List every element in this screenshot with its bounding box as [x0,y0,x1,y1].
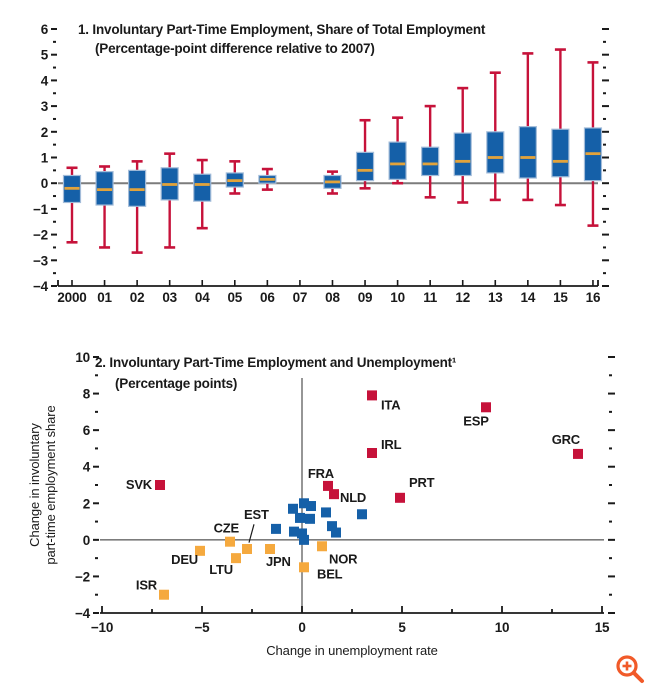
y-tick-label: 3 [40,99,48,115]
x-tick-label: 2000 [57,290,87,305]
box-16 [584,62,601,225]
y-tick-label: 10 [75,350,90,365]
x-tick-label: 08 [325,290,340,305]
box-13 [487,73,504,200]
country-label-BEL: BEL [317,566,343,582]
country-label-PRT: PRT [409,474,435,490]
point-moderate-changes [305,514,315,524]
median-line [423,163,438,166]
box-01 [96,166,113,247]
x-tick-label: 15 [594,620,610,635]
point-moderate-changes [288,504,298,514]
median-line [455,160,470,163]
panel2-title: 2. Involuntary Part-Time Employment and Unemployment¹ [95,355,457,370]
median-line [130,188,145,191]
median-line [520,156,535,159]
box-04 [194,160,211,228]
x-tick-label: 10 [390,290,405,305]
point-NLD [329,489,339,499]
y-tick-label: 1 [40,150,48,166]
point-moderate-changes [306,501,316,511]
y-tick-label: 4 [82,459,90,475]
x-tick-label: 03 [162,290,177,305]
point-moderate-changes [321,507,331,517]
box-10 [389,118,406,184]
box-2000 [64,168,81,243]
x-tick-label: −5 [194,620,210,635]
point-CZE [225,537,235,547]
country-label-IRL: IRL [381,437,402,452]
country-label-EST: EST [244,507,269,522]
iqr-box [194,174,211,201]
x-tick-label: 09 [357,290,373,305]
median-line [97,188,112,191]
country-label-ITA: ITA [381,397,401,413]
iqr-box [389,142,406,179]
median-line [390,163,405,166]
country-label-LTU: LTU [209,562,233,578]
y-tick-label: 8 [82,386,90,402]
median-line [553,160,568,163]
panel2-subtitle: (Percentage points) [115,376,238,391]
iqr-box [454,133,471,175]
iqr-box [552,129,569,177]
panel1-title: 1. Involuntary Part-Time Employment, Share of Total Employment [78,22,486,37]
point-moderate-changes [299,535,309,545]
point-BEL [299,562,309,572]
box-14 [519,53,536,199]
y-tick-label: 2 [82,496,90,512]
panel1-subtitle: (Percentage-point difference relative to 2007) [95,41,375,56]
box-09 [357,120,374,188]
median-line [488,156,503,159]
median-line [358,169,373,172]
point-EST [242,544,252,554]
x-tick-label: 12 [455,290,471,305]
country-label-ESP: ESP [463,413,489,429]
country-label-NLD: NLD [340,490,367,506]
point-moderate-changes [357,509,367,519]
x-tick-label: 06 [260,290,275,305]
country-label-JPN: JPN [266,554,291,569]
point-IRL [367,448,377,458]
y-tick-label: −3 [33,253,48,269]
y-tick-label: −2 [33,227,48,243]
x-tick-label: 0 [298,620,306,635]
y-tick-label: −1 [33,201,48,217]
country-label-NOR: NOR [329,551,358,567]
country-label-DEU: DEU [171,551,198,567]
point-ISR [159,590,169,600]
median-line [325,181,340,184]
box-03 [161,154,178,248]
x-tick-label: 10 [494,620,510,635]
box-08 [324,172,341,194]
median-line [195,183,210,186]
series-moderate-changes [271,498,367,545]
x-tick-label: 05 [227,290,243,305]
point-ITA [367,390,377,400]
y-axis-label-line2: part-time employment share [42,405,58,565]
point-NOR [317,541,327,551]
box-12 [454,88,471,202]
y-axis-label-line1: Change in involuntary [27,423,42,547]
point-moderate-changes [295,513,305,523]
point-SVK [155,480,165,490]
point-moderate-changes [331,528,341,538]
box-06 [259,169,276,190]
point-moderate-changes [271,524,281,534]
median-line [162,183,177,186]
country-label-CZE: CZE [213,520,239,536]
y-tick-label: −2 [75,569,90,585]
x-tick-label: 15 [553,290,568,305]
y-tick-label: 6 [40,22,48,37]
x-tick-label: 11 [423,290,438,305]
x-tick-label: 07 [292,290,308,305]
y-tick-label: 6 [82,423,90,439]
y-tick-label: −4 [75,606,90,621]
x-tick-label: 16 [585,290,601,305]
x-tick-label: 04 [194,290,210,305]
iqr-box [519,127,536,178]
country-label-ISR: ISR [135,577,157,593]
median-line [65,187,80,190]
iqr-box [487,132,504,173]
point-JPN [265,544,275,554]
x-tick-label: 14 [520,290,536,305]
median-line [260,178,275,181]
country-label-FRA: FRA [307,465,334,481]
scatter-chart [0,330,650,691]
zoom-in-icon[interactable] [609,648,649,688]
point-PRT [395,493,405,503]
box-02 [129,161,146,252]
x-tick-label: 13 [487,290,503,305]
x-axis-label: Change in unemployment rate [266,643,438,658]
y-tick-label: 5 [40,47,48,63]
country-label-SVK: SVK [125,477,152,492]
box-05 [226,161,243,193]
iqr-box [422,147,439,175]
point-GRC [573,449,583,459]
iqr-box [357,152,374,180]
y-tick-label: −4 [33,279,48,294]
y-axis-label [27,345,59,625]
median-line [585,152,600,155]
y-tick-label: 2 [40,124,48,140]
y-tick-label: 0 [40,176,48,192]
median-line [227,179,242,182]
point-ESP [481,402,491,412]
magnifier-plus-glyph [609,648,649,688]
y-tick-label: 4 [40,73,48,89]
y-tick-label: 0 [82,532,90,548]
series-largest-increases [155,390,583,502]
box-15 [552,50,569,205]
country-label-GRC: GRC [551,431,580,447]
x-tick-label: 02 [129,290,145,305]
x-tick-label: −10 [90,620,114,635]
x-tick-label: 5 [398,620,406,635]
x-tick-label: 01 [97,290,112,305]
